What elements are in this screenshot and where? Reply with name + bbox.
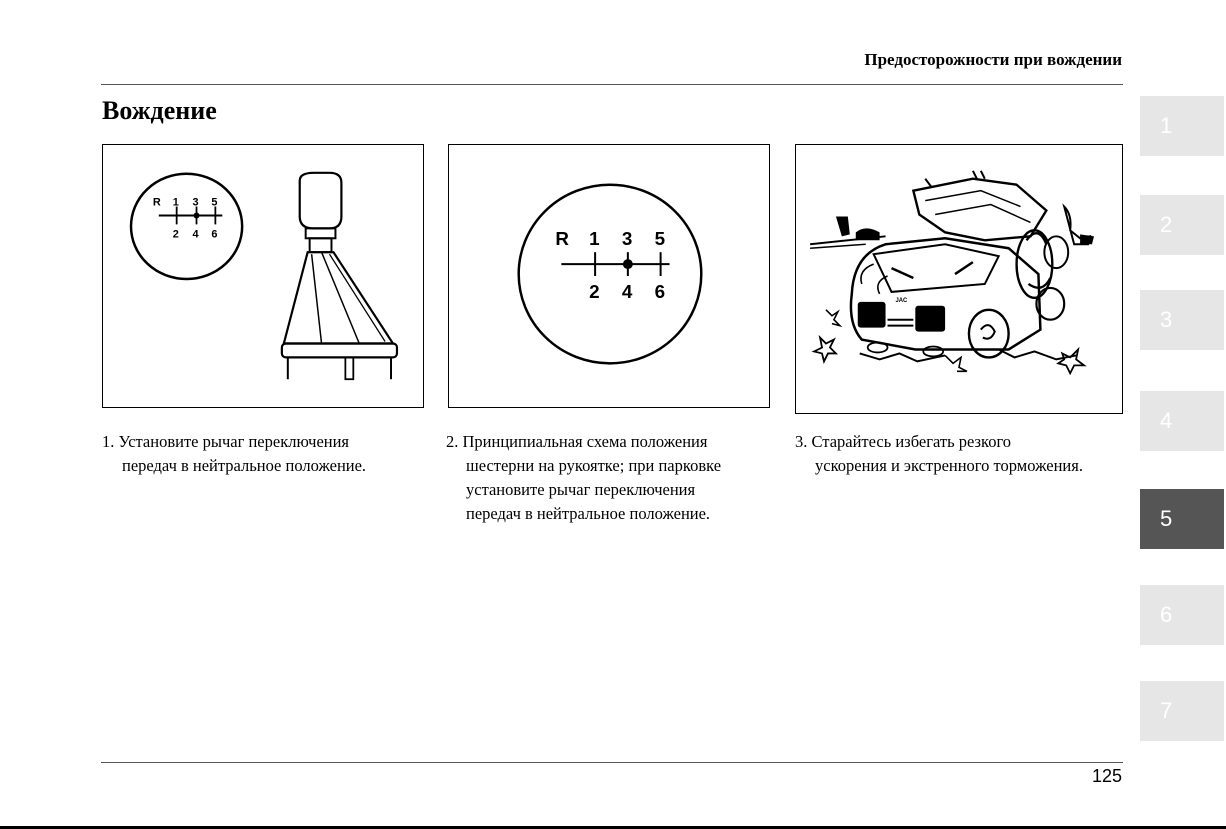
chapter-tab-6[interactable]: 6 [1140, 585, 1224, 645]
caption-line: 3. Старайтесь избегать резкого [795, 432, 1012, 451]
footer-divider [101, 762, 1123, 763]
car-badge: JAC [895, 297, 908, 304]
figure-gear-lever [102, 144, 424, 408]
hard-braking-cartoon [796, 145, 1122, 413]
gear-label: 3 [621, 228, 633, 250]
caption-line: передач в нейтральное положение. [122, 456, 367, 475]
gear-label-small: 6 [211, 228, 218, 241]
chapter-tab-4[interactable]: 4 [1140, 391, 1224, 451]
chapter-tab-2[interactable]: 2 [1140, 195, 1224, 255]
gear-label: 5 [654, 228, 666, 250]
gear-label-small: 4 [192, 228, 199, 241]
chapter-tab-7[interactable]: 7 [1140, 681, 1224, 741]
gear-label: 4 [621, 280, 633, 302]
gear-label-small: 5 [211, 196, 218, 209]
gear-label-small: 1 [172, 196, 179, 209]
chapter-tab-3[interactable]: 3 [1140, 290, 1224, 350]
shift-pattern-diagram [449, 145, 769, 407]
chapter-tab-1[interactable]: 1 [1140, 96, 1224, 156]
gear-lever-illustration [103, 145, 423, 407]
running-header: Предосторожности при вождении [864, 50, 1122, 69]
caption-2 [446, 430, 721, 526]
caption-line: 2. Принципиальная схема положения [446, 432, 708, 451]
figure-hard-braking [795, 144, 1123, 414]
gear-label: 2 [589, 280, 600, 302]
gear-label-small: 3 [192, 196, 199, 209]
caption-1 [102, 430, 366, 478]
gear-label-small: R [152, 196, 161, 209]
section-title: Вождение [102, 96, 217, 125]
page-number: 125 [1091, 766, 1122, 786]
figure-shift-pattern [448, 144, 770, 408]
caption-line: 1. Установите рычаг переключения [102, 432, 350, 451]
caption-line: ускорения и экстренного торможения. [815, 456, 1083, 475]
gear-label: 6 [654, 280, 666, 302]
chapter-tab-5[interactable]: 5 [1140, 489, 1224, 549]
gear-label: 1 [589, 228, 600, 250]
caption-line: установите рычаг переключения [466, 480, 696, 499]
caption-line: передач в нейтральное положение. [466, 504, 711, 523]
gear-label-small: 2 [172, 228, 179, 241]
header-divider [101, 84, 1123, 85]
caption-3 [795, 430, 1083, 478]
gear-label: R [555, 228, 570, 250]
caption-line: шестерни на рукоятке; при парковке [466, 456, 722, 475]
